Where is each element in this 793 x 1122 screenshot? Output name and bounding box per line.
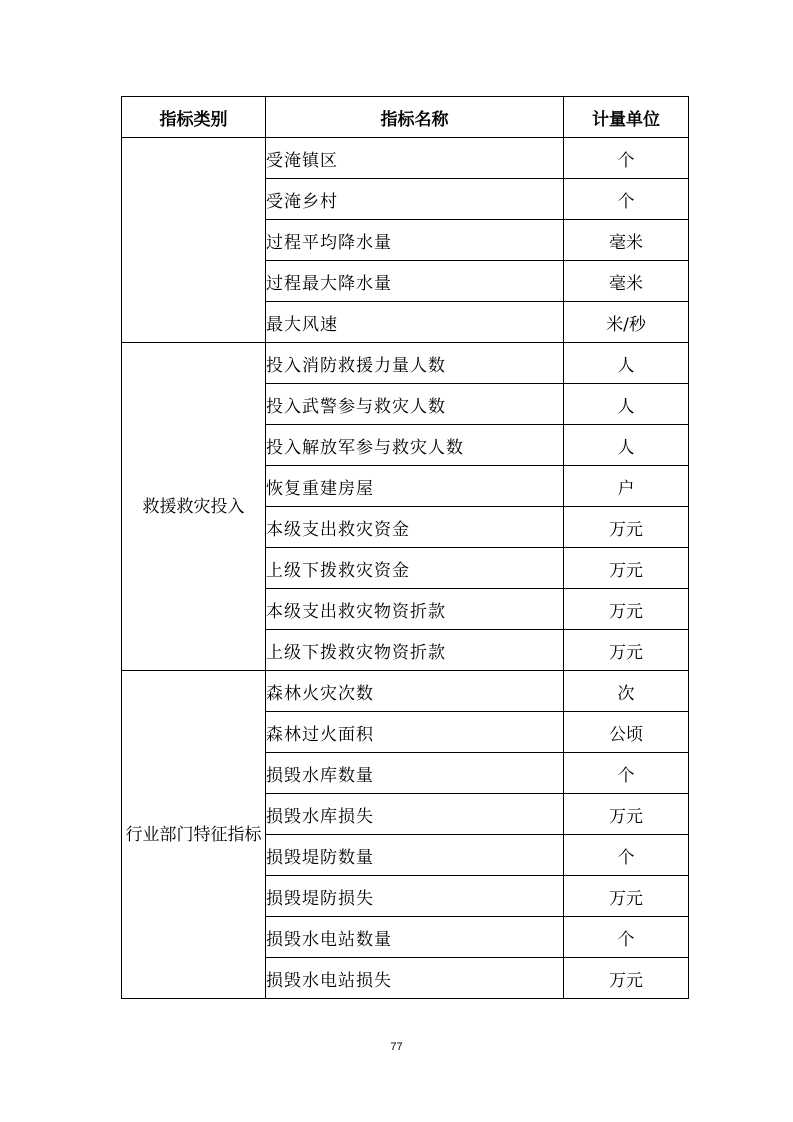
indicator-name: 过程最大降水量 — [266, 261, 564, 302]
indicator-unit: 万元 — [564, 794, 689, 835]
indicator-name: 恢复重建房屋 — [266, 466, 564, 507]
indicator-name: 本级支出救灾资金 — [266, 507, 564, 548]
indicator-name: 上级下拨救灾物资折款 — [266, 630, 564, 671]
indicator-name: 损毁水电站数量 — [266, 917, 564, 958]
header-unit: 计量单位 — [564, 97, 689, 138]
category-cell: 救援救灾投入 — [122, 343, 266, 671]
indicator-unit: 人 — [564, 384, 689, 425]
indicator-name: 受淹乡村 — [266, 179, 564, 220]
indicator-unit: 万元 — [564, 548, 689, 589]
indicator-unit: 毫米 — [564, 261, 689, 302]
category-cell: 行业部门特征指标 — [122, 671, 266, 999]
indicator-unit: 个 — [564, 917, 689, 958]
indicator-unit: 万元 — [564, 876, 689, 917]
indicator-unit: 万元 — [564, 958, 689, 999]
table-row — [122, 343, 689, 384]
indicator-name: 投入解放军参与救灾人数 — [266, 425, 564, 466]
indicator-unit: 人 — [564, 343, 689, 384]
table-row — [122, 671, 689, 712]
indicator-unit: 个 — [564, 138, 689, 179]
indicator-name: 损毁水库数量 — [266, 753, 564, 794]
header-name: 指标名称 — [266, 97, 564, 138]
indicator-unit: 公顷 — [564, 712, 689, 753]
indicator-name: 投入武警参与救灾人数 — [266, 384, 564, 425]
indicator-name: 森林火灾次数 — [266, 671, 564, 712]
indicator-unit: 个 — [564, 179, 689, 220]
header-category: 指标类别 — [122, 97, 266, 138]
indicator-name: 上级下拨救灾资金 — [266, 548, 564, 589]
indicator-name: 投入消防救援力量人数 — [266, 343, 564, 384]
page-number: 77 — [390, 1041, 403, 1053]
indicator-table — [121, 96, 689, 999]
table-row — [122, 138, 689, 179]
indicator-unit: 个 — [564, 835, 689, 876]
indicator-unit: 万元 — [564, 630, 689, 671]
indicator-name: 损毁水库损失 — [266, 794, 564, 835]
indicator-name: 损毁堤防损失 — [266, 876, 564, 917]
indicator-unit: 户 — [564, 466, 689, 507]
table-header-row — [122, 97, 689, 138]
indicator-name: 本级支出救灾物资折款 — [266, 589, 564, 630]
indicator-name: 损毁水电站损失 — [266, 958, 564, 999]
indicator-name: 受淹镇区 — [266, 138, 564, 179]
indicator-unit: 人 — [564, 425, 689, 466]
indicator-unit: 毫米 — [564, 220, 689, 261]
indicator-name: 损毁堤防数量 — [266, 835, 564, 876]
indicator-unit: 米/秒 — [564, 302, 689, 343]
indicator-name: 过程平均降水量 — [266, 220, 564, 261]
indicator-unit: 万元 — [564, 507, 689, 548]
indicator-unit: 万元 — [564, 589, 689, 630]
indicator-unit: 次 — [564, 671, 689, 712]
indicator-name: 森林过火面积 — [266, 712, 564, 753]
indicator-name: 最大风速 — [266, 302, 564, 343]
indicator-unit: 个 — [564, 753, 689, 794]
category-cell — [122, 138, 266, 343]
